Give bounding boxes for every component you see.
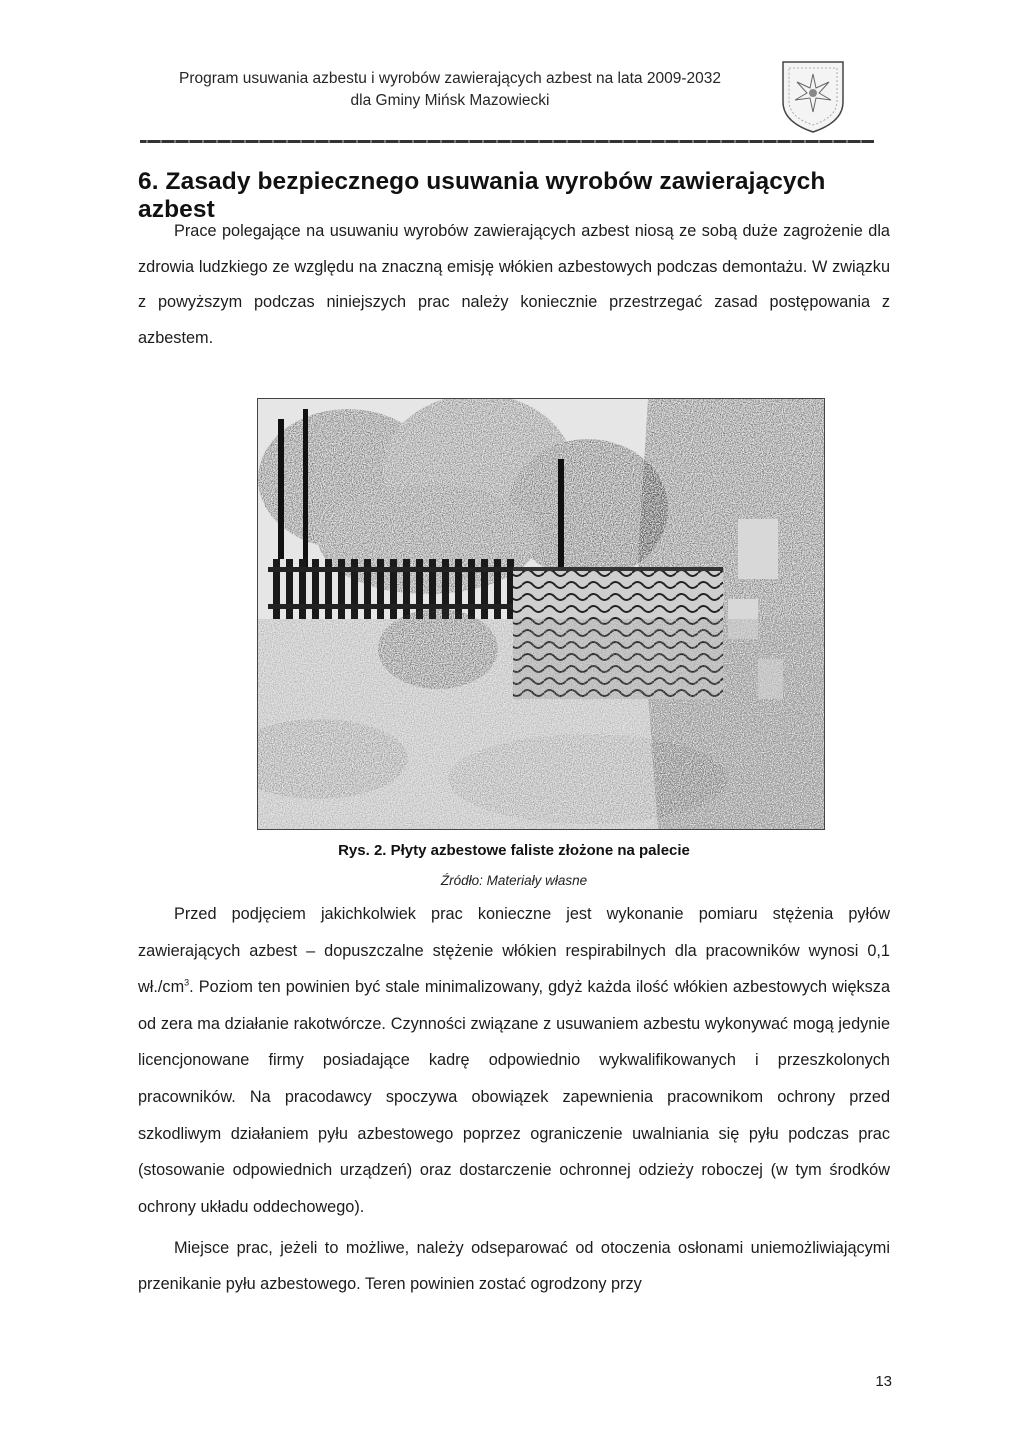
header-title-line2: dla Gminy Mińsk Mazowiecki (350, 92, 550, 109)
figure-caption: Rys. 2. Płyty azbestowe faliste złożone na palecie (338, 842, 690, 859)
body-paragraph-2: Miejsce prac, jeżeli to możliwe, należy odseparować od otoczenia osłonami uniemożliwiającymi przenikanie pyłu azbestowego. Teren powinien zostać ogrodzony przy (138, 1239, 890, 1293)
figure-source: Źródło: Materiały własne (440, 873, 588, 888)
body-paragraph-1 (138, 896, 890, 1225)
header-title-line1: Program usuwania azbestu i wyrobów zawierających azbest na lata 2009-2032 (179, 70, 721, 87)
section-heading: 6. Zasady bezpiecznego usuwania wyrobów zawierających azbest (138, 168, 826, 223)
header-divider (140, 140, 874, 143)
page-number: 13 (875, 1373, 892, 1390)
body-paragraph-1-part1: Przed podjęciem jakichkolwiek prac konieczne jest wykonanie pomiaru stężenia pyłów zawierających azbest – dopuszczalne stężenie włókien respirabilnych dla pracowników wynosi 0,1 wł./cm (138, 905, 890, 997)
municipal-crest-icon (779, 58, 847, 134)
body-paragraph-1-part2: . Poziom ten powinien być stale minimalizowany, gdyż każda ilość włókien azbestowych większa od zera ma działanie rakotwórcze. Czynności związane z usuwaniem azbestu wykonywać mogą jedynie licencjonowane firmy posiadające kadrę odpowiednio wykwalifikowanych i przeszkolonych pracowników. Na pracodawcy spoczywa obowiązek zapewnienia pracownikom ochrony przed szkodliwym działaniem pyłu azbestowego poprzez ograniczenie uwalniania się pyłu podczas prac (stosowanie odpowiednich urządzeń) oraz dostarczenie ochronnej odzieży roboczej (w tym środków ochrony układu oddechowego). (138, 978, 890, 1216)
intro-paragraph: Prace polegające na usuwaniu wyrobów zawierających azbest niosą ze sobą duże zagrożenie dla zdrowia ludzkiego ze względu na znaczną emisję włókien azbestowych podczas demontażu. W związku z powyższym podczas niniejszych prac należy koniecznie przestrzegać zasad postępowania z azbestem. (138, 222, 890, 347)
unit-superscript: 3 (184, 977, 190, 988)
running-header (140, 68, 870, 112)
asbestos-sheets-photo (257, 398, 825, 830)
